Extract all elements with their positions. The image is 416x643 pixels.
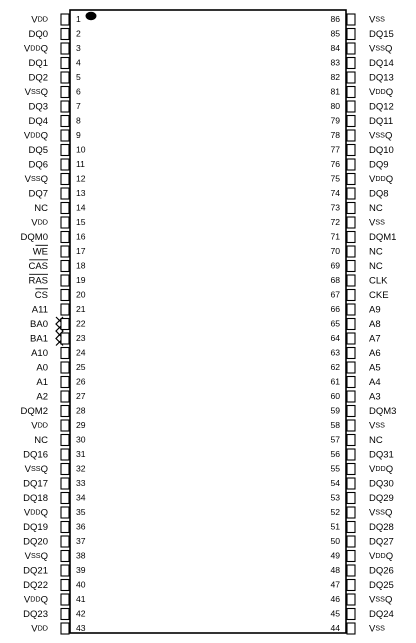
right-pin-number-74: 74 (330, 187, 340, 198)
left-pin-label-32: VSSQ (24, 463, 48, 475)
right-pin-label-64: A7 (369, 333, 381, 345)
left-pin-label-40: DQ22 (23, 579, 48, 591)
right-pin-number-58: 58 (330, 419, 340, 430)
left-pin-number-15: 15 (76, 216, 86, 227)
left-pin-lead-38 (61, 551, 69, 562)
right-pin-lead-77 (347, 145, 355, 156)
right-pin-label-81: VDDQ (369, 86, 394, 98)
right-pin-label-78: VSSQ (369, 130, 393, 142)
left-pin-number-8: 8 (76, 115, 81, 126)
left-pin-number-1: 1 (76, 13, 81, 24)
left-pin-lead-26 (61, 377, 69, 388)
left-pin-number-18: 18 (76, 260, 86, 271)
left-pin-lead-1 (61, 14, 69, 25)
right-pin-number-66: 66 (330, 303, 340, 314)
left-pin-label-42: DQ23 (23, 608, 48, 620)
left-pin-number-31: 31 (76, 448, 86, 459)
left-pin-label-10: DQ5 (28, 144, 48, 156)
right-pin-number-71: 71 (330, 231, 340, 242)
left-pin-number-34: 34 (76, 492, 86, 503)
right-pin-number-51: 51 (330, 521, 340, 532)
left-pin-number-13: 13 (76, 187, 86, 198)
left-pin-number-21: 21 (76, 303, 86, 314)
left-pin-lead-24 (61, 348, 69, 359)
left-pin-label-7: DQ3 (28, 101, 48, 113)
right-pin-number-54: 54 (330, 477, 340, 488)
right-pin-lead-67 (347, 290, 355, 301)
left-pin-label-2: DQ0 (28, 28, 48, 40)
left-pin-label-35: VDDQ (23, 507, 48, 519)
left-pin-number-33: 33 (76, 477, 86, 488)
right-pin-lead-80 (347, 101, 355, 112)
right-pin-label-79: DQ11 (369, 115, 394, 127)
left-pin-label-15: VDD (31, 217, 48, 229)
left-pin-label-43: VDD (31, 623, 48, 635)
right-pin-label-76: DQ9 (369, 159, 389, 171)
right-pin-number-77: 77 (330, 144, 340, 155)
right-pin-label-45: DQ24 (369, 608, 394, 620)
right-pin-lead-82 (347, 72, 355, 83)
left-pin-number-35: 35 (76, 506, 86, 517)
left-pin-lead-22 (61, 319, 69, 330)
right-pin-label-63: A6 (369, 347, 381, 359)
left-pin-lead-30 (61, 435, 69, 446)
right-pin-label-70: NC (369, 246, 383, 258)
left-pin-number-37: 37 (76, 535, 86, 546)
left-pin-lead-23 (61, 333, 69, 344)
left-pin-label-14: NC (34, 202, 48, 214)
left-pin-label-18: CAS (28, 260, 48, 272)
left-pin-label-26: A1 (36, 376, 48, 388)
right-pin-label-86: VSS (369, 14, 385, 26)
right-pin-number-64: 64 (330, 332, 340, 343)
left-pin-lead-29 (61, 420, 69, 431)
left-pin-label-13: DQ7 (28, 188, 48, 200)
left-pin-lead-37 (61, 536, 69, 547)
left-pin-number-22: 22 (76, 318, 86, 329)
right-pin-lead-76 (347, 159, 355, 170)
left-pin-label-1: VDD (31, 14, 48, 26)
right-pin-lead-68 (347, 275, 355, 286)
right-pin-label-58: VSS (369, 420, 385, 432)
right-pin-number-70: 70 (330, 245, 340, 256)
right-pin-lead-65 (347, 319, 355, 330)
right-pin-label-44: VSS (369, 623, 385, 635)
left-pin-number-32: 32 (76, 463, 86, 474)
right-pin-label-84: VSSQ (369, 43, 393, 55)
left-pin-number-11: 11 (76, 158, 85, 169)
left-pin-number-38: 38 (76, 550, 86, 561)
right-pin-label-54: DQ30 (369, 478, 394, 490)
right-pin-number-59: 59 (330, 405, 340, 416)
left-pin-label-23: BA1 (30, 333, 48, 345)
left-pin-lead-34 (61, 493, 69, 504)
right-pin-number-72: 72 (330, 216, 340, 227)
right-pin-lead-62 (347, 362, 355, 373)
left-pin-number-42: 42 (76, 608, 86, 619)
left-pin-lead-42 (61, 609, 69, 620)
right-pin-label-67: CKE (369, 289, 389, 301)
right-pin-label-71: DQM1 (369, 231, 397, 243)
left-pin-lead-4 (61, 58, 69, 69)
left-pin-label-8: DQ4 (28, 115, 48, 127)
left-pin-label-5: DQ2 (28, 72, 48, 84)
right-pin-lead-59 (347, 406, 355, 417)
right-pin-lead-74 (347, 188, 355, 199)
left-pin-label-33: DQ17 (23, 478, 48, 490)
left-pin-label-21: A11 (31, 304, 48, 316)
right-pin-number-60: 60 (330, 390, 340, 401)
right-pin-label-47: DQ25 (369, 579, 394, 591)
right-pin-number-44: 44 (330, 622, 340, 633)
right-pin-number-78: 78 (330, 129, 340, 140)
right-pin-label-72: VSS (369, 217, 385, 229)
right-pin-number-79: 79 (330, 115, 340, 126)
left-pin-label-37: DQ20 (23, 536, 48, 548)
pin1-marker (86, 12, 97, 20)
right-pin-number-57: 57 (330, 434, 340, 445)
left-pin-number-10: 10 (76, 144, 86, 155)
right-pin-number-68: 68 (330, 274, 340, 285)
left-pin-lead-35 (61, 507, 69, 518)
right-pin-lead-51 (347, 522, 355, 533)
left-pin-lead-32 (61, 464, 69, 475)
left-pin-lead-40 (61, 580, 69, 591)
left-pin-lead-17 (61, 246, 69, 257)
right-pin-number-69: 69 (330, 260, 340, 271)
right-pin-lead-72 (347, 217, 355, 228)
right-pin-number-53: 53 (330, 492, 340, 503)
right-pin-lead-75 (347, 174, 355, 185)
right-pin-number-65: 65 (330, 318, 340, 329)
right-pin-label-57: NC (369, 434, 383, 446)
left-pin-label-6: VSSQ (24, 86, 48, 98)
left-pin-lead-9 (61, 130, 69, 141)
right-pin-number-50: 50 (330, 535, 340, 546)
right-pin-number-86: 86 (330, 13, 340, 24)
right-pin-lead-52 (347, 507, 355, 518)
right-pin-number-47: 47 (330, 579, 340, 590)
left-pin-label-41: VDDQ (23, 594, 48, 606)
left-pin-number-30: 30 (76, 434, 86, 445)
right-pin-lead-85 (347, 29, 355, 40)
left-pin-number-9: 9 (76, 129, 81, 140)
right-pin-label-50: DQ27 (369, 536, 394, 548)
right-pin-lead-66 (347, 304, 355, 315)
right-pin-label-51: DQ28 (369, 521, 394, 533)
left-pin-number-3: 3 (76, 42, 81, 53)
chip-body (70, 10, 346, 633)
right-pin-number-67: 67 (330, 289, 340, 300)
left-pin-column (21, 14, 86, 634)
left-pin-label-19: RAS (28, 275, 48, 287)
right-pin-lead-53 (347, 493, 355, 504)
right-pin-lead-57 (347, 435, 355, 446)
left-pin-number-25: 25 (76, 361, 86, 372)
left-pin-lead-14 (61, 203, 69, 214)
left-pin-label-3: VDDQ (23, 43, 48, 55)
left-pin-number-17: 17 (76, 245, 86, 256)
right-pin-label-55: VDDQ (369, 463, 394, 475)
right-pin-label-61: A4 (369, 376, 381, 388)
left-pin-number-23: 23 (76, 332, 86, 343)
left-pin-lead-25 (61, 362, 69, 373)
right-pin-lead-84 (347, 43, 355, 54)
right-pin-label-46: VSSQ (369, 594, 393, 606)
left-pin-number-16: 16 (76, 231, 86, 242)
right-pin-label-85: DQ15 (369, 28, 394, 40)
left-pin-number-14: 14 (76, 202, 86, 213)
left-pin-number-43: 43 (76, 622, 86, 633)
right-pin-number-55: 55 (330, 463, 340, 474)
right-pin-number-85: 85 (330, 28, 340, 39)
left-pin-number-19: 19 (76, 274, 86, 285)
right-pin-lead-71 (347, 232, 355, 243)
left-pin-label-39: DQ21 (23, 565, 48, 577)
left-pin-number-26: 26 (76, 376, 86, 387)
left-pin-label-28: DQM2 (20, 405, 48, 417)
right-pin-number-80: 80 (330, 100, 340, 111)
right-pin-lead-78 (347, 130, 355, 141)
right-pin-label-49: VDDQ (369, 550, 394, 562)
right-pin-label-83: DQ14 (369, 57, 394, 69)
left-pin-lead-8 (61, 116, 69, 127)
left-pin-number-12: 12 (76, 173, 86, 184)
left-pin-lead-10 (61, 145, 69, 156)
left-pin-lead-39 (61, 565, 69, 576)
right-pin-lead-61 (347, 377, 355, 388)
left-pin-lead-27 (61, 391, 69, 402)
left-pin-label-9: VDDQ (23, 130, 48, 142)
right-pin-number-63: 63 (330, 347, 340, 358)
right-pin-lead-46 (347, 594, 355, 605)
left-pin-lead-20 (61, 290, 69, 301)
right-pin-label-53: DQ29 (369, 492, 394, 504)
right-pin-lead-73 (347, 203, 355, 214)
left-pin-lead-41 (61, 594, 69, 605)
right-pin-number-61: 61 (330, 376, 340, 387)
left-pin-number-4: 4 (76, 57, 81, 68)
left-pin-number-29: 29 (76, 419, 86, 430)
left-pin-lead-33 (61, 478, 69, 489)
left-pin-label-36: DQ19 (23, 521, 48, 533)
right-pin-lead-49 (347, 551, 355, 562)
right-pin-label-75: VDDQ (369, 173, 394, 185)
left-pin-label-16: DQM0 (20, 231, 48, 243)
right-pin-lead-70 (347, 246, 355, 257)
left-pin-lead-3 (61, 43, 69, 54)
left-pin-label-30: NC (34, 434, 48, 446)
right-pin-number-81: 81 (330, 86, 340, 97)
left-pin-lead-28 (61, 406, 69, 417)
left-pin-number-5: 5 (76, 71, 81, 82)
left-pin-lead-5 (61, 72, 69, 83)
left-pin-label-20: CS (34, 289, 48, 301)
right-pin-number-49: 49 (330, 550, 340, 561)
right-pin-label-52: VSSQ (369, 507, 393, 519)
left-pin-lead-6 (61, 87, 69, 98)
right-pin-number-48: 48 (330, 564, 340, 575)
right-pin-lead-45 (347, 609, 355, 620)
right-pin-label-73: NC (369, 202, 383, 214)
right-pin-number-45: 45 (330, 608, 340, 619)
left-pin-label-38: VSSQ (24, 550, 48, 562)
left-pin-label-31: DQ16 (23, 449, 48, 461)
left-pin-lead-12 (61, 174, 69, 185)
left-pin-number-6: 6 (76, 86, 81, 97)
left-pin-number-20: 20 (76, 289, 86, 300)
left-pin-label-24: A10 (31, 347, 48, 359)
left-pin-lead-43 (61, 623, 69, 634)
right-pin-label-59: DQM3 (369, 405, 397, 417)
left-pin-number-7: 7 (76, 100, 81, 111)
right-pin-label-80: DQ12 (369, 101, 394, 113)
left-pin-lead-2 (61, 29, 69, 40)
left-pin-label-29: VDD (31, 420, 48, 432)
left-pin-label-4: DQ1 (28, 57, 48, 69)
left-pin-lead-16 (61, 232, 69, 243)
right-pin-number-46: 46 (330, 593, 340, 604)
left-pin-label-25: A0 (36, 362, 48, 374)
right-pin-lead-79 (347, 116, 355, 127)
left-pin-number-40: 40 (76, 579, 86, 590)
right-pin-label-48: DQ26 (369, 565, 394, 577)
right-pin-number-75: 75 (330, 173, 340, 184)
left-pin-number-39: 39 (76, 564, 86, 575)
right-pin-lead-50 (347, 536, 355, 547)
right-pin-lead-44 (347, 623, 355, 634)
right-pin-lead-55 (347, 464, 355, 475)
right-pin-label-62: A5 (369, 362, 381, 374)
right-pin-number-76: 76 (330, 158, 340, 169)
left-pin-lead-36 (61, 522, 69, 533)
left-pin-lead-7 (61, 101, 69, 112)
left-pin-number-2: 2 (76, 28, 81, 39)
left-pin-lead-11 (61, 159, 69, 170)
right-pin-label-69: NC (369, 260, 383, 272)
right-pin-label-60: A3 (369, 391, 381, 403)
left-pin-label-12: VSSQ (24, 173, 48, 185)
right-pin-number-62: 62 (330, 361, 340, 372)
right-pin-lead-56 (347, 449, 355, 460)
left-pin-label-34: DQ18 (23, 492, 48, 504)
right-pin-label-56: DQ31 (369, 449, 394, 461)
left-pin-lead-31 (61, 449, 69, 460)
left-pin-lead-15 (61, 217, 69, 228)
right-pin-number-83: 83 (330, 57, 340, 68)
right-pin-label-77: DQ10 (369, 144, 394, 156)
left-pin-lead-13 (61, 188, 69, 199)
left-pin-label-17: WE (32, 246, 48, 258)
left-pin-lead-19 (61, 275, 69, 286)
left-pin-number-36: 36 (76, 521, 86, 532)
right-pin-label-66: A9 (369, 304, 381, 316)
right-pin-number-84: 84 (330, 42, 340, 53)
left-pin-number-28: 28 (76, 405, 86, 416)
right-pin-lead-69 (347, 261, 355, 272)
left-pin-number-41: 41 (76, 593, 86, 604)
right-pin-lead-63 (347, 348, 355, 359)
right-pin-number-52: 52 (330, 506, 340, 517)
right-pin-lead-54 (347, 478, 355, 489)
right-pin-label-68: CLK (369, 275, 388, 287)
right-pin-label-82: DQ13 (369, 72, 394, 84)
left-pin-lead-21 (61, 304, 69, 315)
left-pin-label-11: DQ6 (28, 159, 48, 171)
left-pin-number-24: 24 (76, 347, 86, 358)
right-pin-label-65: A8 (369, 318, 381, 330)
left-pin-lead-18 (61, 261, 69, 272)
left-pin-number-27: 27 (76, 390, 86, 401)
right-pin-lead-86 (347, 14, 355, 25)
right-pin-lead-48 (347, 565, 355, 576)
right-pin-number-82: 82 (330, 71, 340, 82)
right-pin-number-73: 73 (330, 202, 340, 213)
right-pin-lead-83 (347, 58, 355, 69)
right-pin-lead-60 (347, 391, 355, 402)
right-pin-label-74: DQ8 (369, 188, 389, 200)
left-pin-label-22: BA0 (30, 318, 48, 330)
right-pin-lead-64 (347, 333, 355, 344)
left-pin-label-27: A2 (36, 391, 48, 403)
right-pin-lead-58 (347, 420, 355, 431)
right-pin-lead-81 (347, 87, 355, 98)
right-pin-number-56: 56 (330, 448, 340, 459)
right-pin-lead-47 (347, 580, 355, 591)
